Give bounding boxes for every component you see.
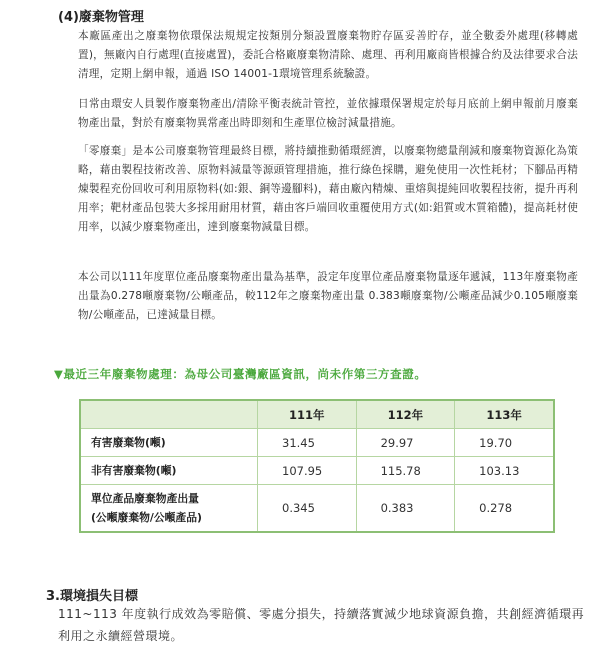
waste-table [79,399,555,533]
waste-management-heading: (4)廢棄物管理 [58,10,144,25]
table-row-non-hazardous [80,457,554,485]
waste-paragraph-storage: 本廠區產出之廢棄物依環保法規規定按類別分類設置廢棄物貯存區妥善貯存，並全數委外處理(移轉處置)，無廠內自行處理(直接處置)，委託合格廠廢棄物清除、處理、再利用廠商皆根據合約及法律要求合法清理，定期上網申報，通過 ISO 14001-1環境管理系統驗證。 [78,30,578,80]
row-label-non-hazardous: 非有害廢棄物(噸) [80,457,258,485]
row-label-unit-output [80,485,258,533]
env-loss-paragraph: 111~113 年度執行成效為零賠償、零處分損失，持續落實減少地球資源負擔，共創經濟循環再利用之永續經營環境。 [58,607,585,643]
value-unit-output-111: 0.345 [258,485,357,533]
value-non-hazardous-113: 103.13 [455,457,554,485]
row-label-hazardous: 有害廢棄物(噸) [80,429,258,457]
value-unit-output-113: 0.278 [455,485,554,533]
table-row-unit-output [80,485,554,533]
table-note: ▼最近三年廢棄物處理：為母公司臺灣廠區資訊，尚未作第三方查證。 [54,367,427,381]
env-loss-heading: 3.環境損失目標 [46,589,138,604]
value-non-hazardous-112: 115.78 [356,457,455,485]
row-label-unit-output-line1: 單位產品廢棄物產出量 [91,492,199,505]
table-corner-cell [80,400,258,429]
waste-paragraph-reporting: 日常由環安人員製作廢棄物產出/清除平衡表統計管控，並依據環保署規定於每月底前上網申報前月廢棄物產出量，對於有廢棄物異常產出時即刻和生產單位檢討減量措施。 [78,98,578,129]
value-hazardous-113: 19.70 [455,429,554,457]
table-header-row [80,400,554,429]
table-header-112: 112年 [356,400,455,429]
table-header-111: 111年 [258,400,357,429]
waste-paragraph-zero-waste: 「零廢棄」是本公司廢棄物管理最終目標，將持續推動循環經濟，以廢棄物總量削減和廢棄物資源化為策略，藉由製程技術改善、原物料減量等源頭管理措施，推行綠色採購，避免使用一次性耗材；下腳品再精煉製程充份回收可利用原物料(如:銀、銅等邊腳料)，藉由廠內精煉、重熔與提純回收製程技術，提升再利用率；靶材產品包裝大多採用耐用材質，藉由客戶端回收重覆使用方式(如:鋁質或木質箱體)，提高耗材使用率，以減少廢棄物產出，達到廢棄物減量目標。 [78,145,578,233]
value-non-hazardous-111: 107.95 [258,457,357,485]
value-hazardous-112: 29.97 [356,429,455,457]
waste-paragraph-reduction-target: 本公司以111年度單位產品廢棄物產出量為基準，設定年度單位產品廢棄物量逐年遞減，113年廢棄物產出量為0.278噸廢棄物/公噸產品，較112年之廢棄物產出量 0.383噸廢棄物/公噸產品減少0.105噸廢棄物/公噸產品，已達減量目標。 [78,271,578,321]
value-hazardous-111: 31.45 [258,429,357,457]
table-header-113: 113年 [455,400,554,429]
value-unit-output-112: 0.383 [356,485,455,533]
row-label-unit-output-line2: (公噸廢棄物/公噸產品) [91,511,202,524]
table-row-hazardous [80,429,554,457]
